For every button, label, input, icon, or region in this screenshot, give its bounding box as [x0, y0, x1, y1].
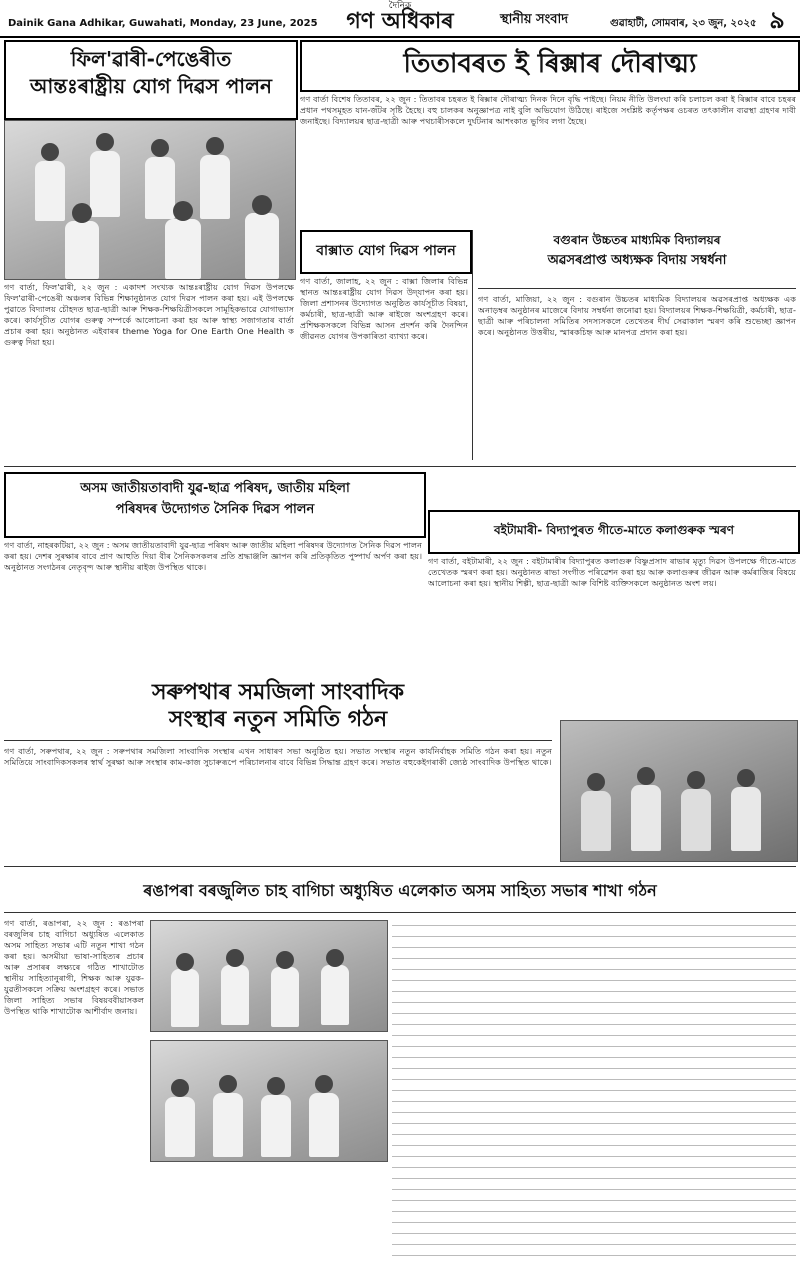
article-baguran-subhead: অৱসৰপ্ৰাপ্ত অধ্যক্ষক বিদায় সম্বৰ্ধনা — [547, 252, 727, 268]
article-sarupathar-headline-box — [4, 676, 552, 741]
kalaguru-photo — [560, 720, 798, 862]
article-kalaguru-headline: বইটামাৰী- বিদ্যাপুৰত গীতে-মাতে কলাগুৰুক স্মৰণ — [493, 523, 735, 537]
article-yoga-filobari-body: গণ বাৰ্তা, ফিল'ৱাৰী, ২২ জুন : একাদশ সংখ্যক আন্তঃৰাষ্ট্ৰীয় যোগ দিৱস উপলক্ষে ফিল'ৱাৰী-পেঙেৰী অঞ্চলৰ বিভিন্ন শিক্ষানুষ্ঠানত যোগ দিৱস পালন কৰা হয়। এই উপলক্ষে পুৱাতে বিদ্যালয় চৌহদত ছাত্ৰ-ছাত্ৰী আৰু শিক্ষক-শিক্ষয়িত্ৰীসকলে সামূহিকভাৱে যোগাভ্যাস কৰে। কাৰ্যসূচীত যোগৰ গুৰুত্ব সম্পৰ্কে আলোচনা কৰা হয় আৰু স্বাস্থ্য সজাগতাৰ বাৰ্তা প্ৰচাৰ কৰা হয়। অনুষ্ঠানত এইবাৰৰ theme Yoga for One Earth One Health ক গুৰুত্ব দিয়া হয়। — [4, 282, 294, 347]
logo-small-text: দৈনিক — [388, 1, 412, 11]
issue-date: গুৱাহাটী, সোমবাৰ, ২৩ জুন, ২০২৫ — [610, 18, 757, 29]
article-rangapara-headline: ৰঙাপৰা বৰজুলিত চাহ বাগিচা অধ্যুষিত এলেকাত অসম সাহিত্য সভাৰ শাখা গঠন — [143, 881, 657, 900]
article-rangapara-body-continued — [392, 918, 796, 1262]
article-titabar-headline-box — [300, 40, 800, 92]
sahitya-sabha-photo-bottom — [150, 1040, 388, 1162]
article-soldier-day-headline-box — [4, 472, 426, 538]
article-yoga-filobari-headline-box — [4, 40, 298, 120]
article-baksa-headline-box — [300, 230, 472, 274]
column-divider — [472, 230, 473, 460]
sahitya-sabha-photo-top — [150, 920, 388, 1032]
article-sarupathar-body: গণ বাৰ্তা, সৰুপথাৰ, ২২ জুন : সৰুপথাৰ সমজিলা সাংবাদিক সংস্থাৰ এখন সাধাৰণ সভা অনুষ্ঠিত হয়। সভাত সংস্থাৰ নতুন কাৰ্যনিৰ্বাহক সমিতি গঠন কৰা হয়। নতুন সমিতিয়ে সাংবাদিকসকলৰ স্বাৰ্থ সুৰক্ষা আৰু সংস্থাৰ কাম-কাজ সুচাৰুৰূপে পৰিচালনাৰ বাবে বিভিন্ন সিদ্ধান্ত গ্ৰহণ কৰে। সভাত বহুকেইগৰাকী জ্যেষ্ঠ সাংবাদিক উপস্থিত থাকে। — [4, 746, 552, 767]
article-soldier-day-headline-1: অসম জাতীয়তাবাদী যুৱ-ছাত্ৰ পৰিষদ, জাতীয় মহিলা — [80, 481, 350, 496]
article-kalaguru-body: গণ বাৰ্তা, বইটামাৰী, ২২ জুন : বইটামাৰীৰ বিদ্যাপুৰত কলাগুৰু বিষ্ণুপ্ৰসাদ ৰাভাৰ মৃত্যু দিৱস উপলক্ষে গীতে-মাতে তেখেতক স্মৰণ কৰা হয়। অনুষ্ঠানত ৰাভা সংগীত পৰিৱেশন কৰা হয় আৰু কলাগুৰুৰ জীৱন আৰু কৰ্মৰাজিৰ বিষয়ে আলোচনা কৰা হয়। স্থানীয় শিল্পী, ছাত্ৰ-ছাত্ৰী আৰু বিশিষ্ট ব্যক্তিসকলে অনুষ্ঠানত অংশ লয়। — [428, 556, 796, 588]
yoga-photo — [4, 120, 296, 280]
article-baguran-headline-box — [478, 230, 796, 289]
article-yoga-filobari-headline-1: ফিল'ৱাৰী-পেঙেৰীত — [70, 47, 232, 71]
masthead-publication-line: Dainik Gana Adhikar, Guwahati, Monday, 23 June, 2025 — [8, 18, 318, 29]
article-baguran-body: গণ বাৰ্তা, মাজিয়া, ২২ জুন : বগুৰান উচ্চতৰ মাধ্যমিক বিদ্যালয়ৰ অৱসৰপ্ৰাপ্ত অধ্যক্ষক এক অনাড়ম্বৰ অনুষ্ঠানৰ মাজেৰে বিদায় সম্বৰ্ধনা জনোৱা হয়। বিদ্যালয়ৰ শিক্ষক-শিক্ষয়িত্ৰী, কৰ্মচাৰী, ছাত্ৰ-ছাত্ৰী আৰু পৰিচালনা সমিতিৰ সদস্যসকলে তেখেতৰ দীৰ্ঘ সেৱাকাল স্মৰণ কৰি শুভেচ্ছা জ্ঞাপন কৰে। অনুষ্ঠানত উত্তৰীয়, স্মাৰকচিহ্ন আৰু মানপত্ৰ প্ৰদান কৰা হয়। — [478, 294, 796, 337]
article-titabar-body: গণ বাৰ্তা বিশেষ তিতাবৰ, ২২ জুন : তিতাবৰ চহৰত ই ৰিক্সাৰ দৌৰাত্ম্য দিনক দিনে বৃদ্ধি পাইছে। নিয়ম নীতি উলংঘা কৰি চলাচল কৰা ই ৰিক্সাৰ বাবে চহৰৰ প্ৰধান পথসমূহত যান-জঁটৰ সৃষ্টি হৈছে। বহু চালকৰ অনুজ্ঞাপত্ৰ নাই বুলি অভিযোগ উঠিছে। ৰাইজে সংশ্লিষ্ট কৰ্তৃপক্ষৰ ওচৰত তৎকালীন ব্যৱস্থা গ্ৰহণৰ দাবী জনাইছে। বিদ্যালয়ৰ ছাত্ৰ-ছাত্ৰী আৰু পথচাৰীসকলে দুৰ্ঘটনাৰ আশংকাত ভুগিব লগা হৈছে। — [300, 94, 796, 126]
section-divider-bottom — [4, 866, 796, 867]
article-titabar-headline: তিতাবৰত ই ৰিক্সাৰ দৌৰাত্ম্য — [403, 49, 697, 79]
article-baguran-headline: বগুৰান উচ্চতৰ মাধ্যমিক বিদ্যালয়ৰ — [553, 233, 721, 247]
newspaper-logo — [300, 2, 500, 34]
article-baksa-headline: বাক্সাত যোগ দিৱস পালন — [316, 243, 456, 259]
article-yoga-filobari-headline-2: আন্তঃৰাষ্ট্ৰীয় যোগ দিৱস পালন — [30, 74, 272, 98]
page-number: ৯ — [769, 6, 785, 34]
article-soldier-day-body: গণ বাৰ্তা, নাহৰকটিয়া, ২২ জুন : অসম জাতীয়তাবাদী যুৱ-ছাত্ৰ পৰিষদ আৰু জাতীয় মহিলা পৰিষদৰ উদ্যোগত সৈনিক দিৱস পালন কৰা হয়। দেশৰ সুৰক্ষাৰ বাবে প্ৰাণ আহুতি দিয়া বীৰ সৈনিকসকলৰ প্ৰতি শ্ৰদ্ধাঞ্জলি জ্ঞাপন কৰি প্ৰতিকৃতিত পুষ্পাৰ্ঘ অৰ্পণ কৰা হয়। অনুষ্ঠানত সংগঠনৰ নেতৃবৃন্দ আৰু স্থানীয় ৰাইজ উপস্থিত থাকে। — [4, 540, 422, 572]
article-rangapara-body: গণ বাৰ্তা, ৰঙাপৰা, ২২ জুন : ৰঙাপৰা বৰজুলিৰ চাহ বাগিচা অধ্যুষিত এলেকাত অসম সাহিত্য সভাৰ এটি নতুন শাখা গঠন কৰা হয়। অসমীয়া ভাষা-সাহিত্যৰ প্ৰচাৰ আৰু প্ৰসাৰৰ লক্ষ্যৰে গঠিত শাখাটোত স্থানীয় সাহিত্যানুৰাগী, শিক্ষক আৰু যুৱক-যুৱতীসকলে সক্ৰিয় অংশগ্ৰহণ কৰে। সভাত জিলা সাহিত্য সভাৰ বিষয়ববীয়াসকল উপস্থিত থাকি শাখাটোক আশীৰ্বাদ জনায়। — [4, 918, 144, 1016]
article-kalaguru-headline-box — [428, 510, 800, 554]
article-baksa-body: গণ বাৰ্তা, জালাহ, ২২ জুন : বাক্সা জিলাৰ বিভিন্ন স্থানত আন্তঃৰাষ্ট্ৰীয় যোগ দিৱস উদ্‌যাপন কৰা হয়। জিলা প্ৰশাসনৰ উদ্যোগত অনুষ্ঠিত কাৰ্যসূচীত বিষয়া, কৰ্মচাৰী, ছাত্ৰ-ছাত্ৰী আৰু ৰাইজে অংশগ্ৰহণ কৰে। প্ৰশিক্ষকসকলে বিভিন্ন আসন প্ৰদৰ্শন কৰি দৈনন্দিন জীৱনত যোগৰ উপকাৰিতা ব্যাখ্যা কৰে। — [300, 276, 468, 341]
article-sarupathar-headline-2: সংস্থাৰ নতুন সমিতি গঠন — [168, 707, 388, 733]
section-title: স্থানীয় সংবাদ — [500, 12, 569, 27]
section-divider — [4, 466, 796, 467]
article-rangapara-headline-box — [4, 872, 796, 913]
article-sarupathar-headline-1: সৰুপথাৰ সমজিলা সাংবাদিক — [151, 680, 405, 705]
article-soldier-day-headline-2: পৰিষদৰ উদ্যোগত সৈনিক দিৱস পালন — [115, 501, 315, 517]
logo-text: গণ অধিকাৰ — [346, 9, 454, 34]
